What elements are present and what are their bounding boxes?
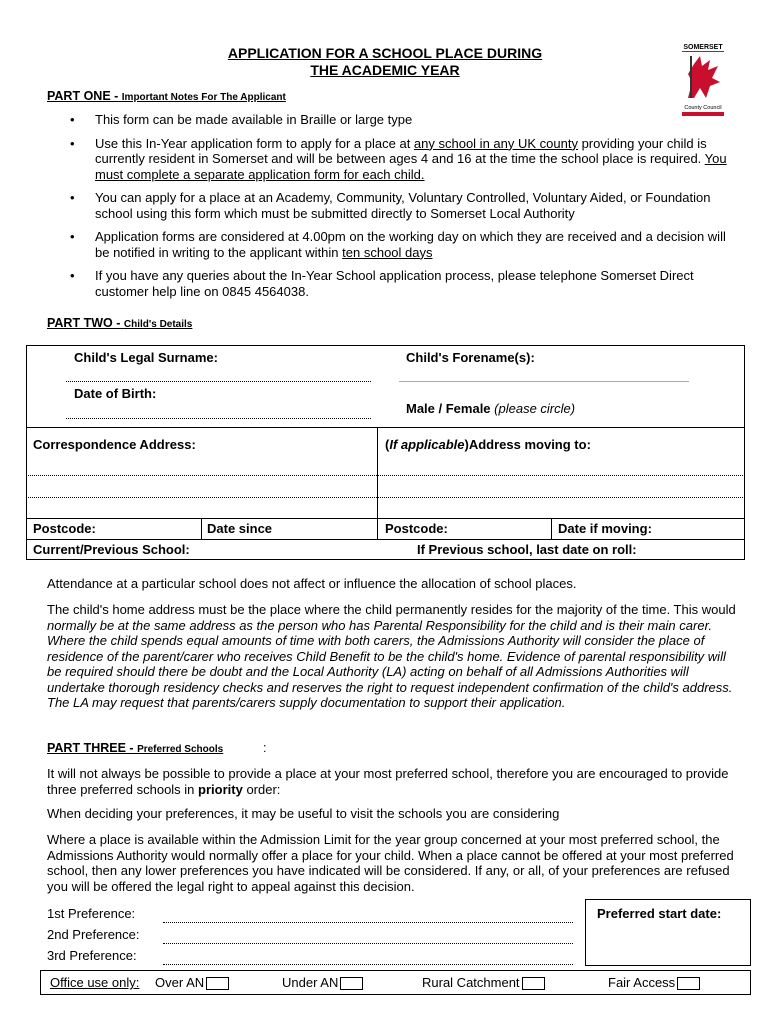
office-use-label: Office use only:	[50, 975, 140, 990]
forename-label: Child's Forename(s):	[406, 350, 535, 365]
surname-field[interactable]	[66, 381, 371, 382]
somerset-logo	[682, 44, 724, 118]
pref1-field[interactable]	[163, 922, 573, 923]
moving-postcode-label: Postcode:	[385, 521, 448, 536]
part-three-colon: :	[263, 741, 267, 755]
dob-field[interactable]	[66, 418, 371, 419]
fair-access-checkbox	[677, 977, 700, 990]
pref3-field[interactable]	[163, 964, 573, 965]
moving-address-line[interactable]	[378, 475, 745, 476]
table-divider	[551, 518, 552, 539]
important-notes-list	[60, 112, 730, 307]
start-date-label: Preferred start date:	[597, 906, 722, 921]
note-item: • If you have any queries about the In-Year School application process, please telephone Somerset Direct customer help line on 0845 4564038.	[60, 268, 730, 299]
under-an-checkbox	[340, 977, 363, 990]
under-an-option[interactable]: Under AN	[282, 975, 363, 990]
table-divider	[26, 427, 745, 428]
pref2-label: 2nd Preference:	[47, 927, 140, 942]
logo-text-top: SOMERSET	[683, 44, 723, 51]
part-three-heading: PART THREE - Preferred Schools	[47, 741, 224, 755]
rural-catchment-checkbox	[522, 977, 545, 990]
visit-note: When deciding your preferences, it may be useful to visit the schools you are considering	[47, 806, 560, 821]
table-divider	[26, 518, 745, 519]
last-date-label: If Previous school, last date on roll:	[417, 542, 637, 557]
pref1-label: 1st Preference:	[47, 906, 136, 921]
correspondence-address-line[interactable]	[26, 497, 377, 498]
table-divider	[377, 427, 378, 539]
postcode-label: Postcode:	[33, 521, 96, 536]
preferred-start-date-box[interactable]	[585, 899, 751, 966]
attendance-note: Attendance at a particular school does not affect or influence the allocation of school places.	[47, 576, 577, 591]
part-one-heading: PART ONE - Important Notes For The Applicant	[47, 89, 286, 103]
date-since-label: Date since	[207, 521, 273, 536]
fair-access-option[interactable]: Fair Access	[608, 975, 700, 990]
over-an-checkbox	[206, 977, 229, 990]
correspondence-address-line[interactable]	[26, 475, 377, 476]
note-item: • Application forms are considered at 4.00pm on the working day on which they are received and a decision will be notified in writing to the applicant within ten school days	[60, 229, 730, 260]
pref3-label: 3rd Preference:	[47, 948, 137, 963]
form-title-line1: APPLICATION FOR A SCHOOL PLACE DURING	[227, 45, 543, 61]
table-divider	[201, 518, 202, 539]
surname-label: Child's Legal Surname:	[74, 350, 218, 365]
forename-field[interactable]	[399, 381, 689, 382]
gender-field[interactable]: Male / Female (please circle)	[406, 401, 576, 416]
dragon-icon	[682, 52, 724, 102]
note-item: • This form can be made available in Braille or large type	[60, 112, 730, 128]
note-item: • You can apply for a place at an Academy, Community, Voluntary Controlled, Voluntary Aided, or Foundation school using this form which must be submitted directly to Somerset Local Authority	[60, 190, 730, 221]
pref2-field[interactable]	[163, 943, 573, 944]
date-moving-label: Date if moving:	[558, 521, 652, 536]
logo-text-bottom: County Council	[684, 105, 722, 111]
current-school-label: Current/Previous School:	[33, 542, 190, 557]
note-item: • Use this In-Year application form to apply for a place at any school in any UK county providing your child is currently resident in Somerset and will be between ages 4 and 16 at the time the school place is required. You must complete a separate application form for each child.	[60, 136, 730, 183]
rural-catchment-option[interactable]: Rural Catchment	[422, 975, 545, 990]
part-two-heading: PART TWO - Child's Details	[47, 316, 193, 330]
moving-address-line[interactable]	[378, 497, 745, 498]
form-title-line2: THE ACADEMIC YEAR	[310, 62, 460, 78]
table-divider	[26, 539, 745, 540]
priority-note: It will not always be possible to provide a place at your most preferred school, therefore you are encouraged to provide three preferred schools in priority order:	[47, 766, 729, 797]
correspondence-address-label: Correspondence Address:	[33, 437, 196, 452]
dob-label: Date of Birth:	[74, 386, 157, 401]
moving-address-label: (If applicable)Address moving to:	[385, 437, 591, 452]
home-address-note: The child's home address must be the place where the child permanently resides for the majority of the time. This would normally be at the same address as the person who has Parental Responsibility for the child and is their main carer. Where the child spends equal amounts of time with both carers, the Admissions Authority will consider the place of residence of the parent/carer who receives Child Benefit to be the child's home. Evidence of parental responsibility will be required should there be doubt and the Local Authority (LA) acting on behalf of all Admissions Authorities will undertake thorough residency checks and reserves the right to request independent confirmation of the child's address. The LA may request that parents/carers supply documentation to support their application.	[47, 602, 736, 710]
allocation-note: Where a place is available within the Admission Limit for the year group concerned at your most preferred school, the Admissions Authority would normally offer a place for your child. When a place cannot be offered at your most preferred school, then any lower preferences you have indicated will be considered. If any, or all, of your preferences are refused you will be offered the legal right to appeal against this decision.	[47, 832, 734, 894]
over-an-option[interactable]: Over AN	[155, 975, 229, 990]
